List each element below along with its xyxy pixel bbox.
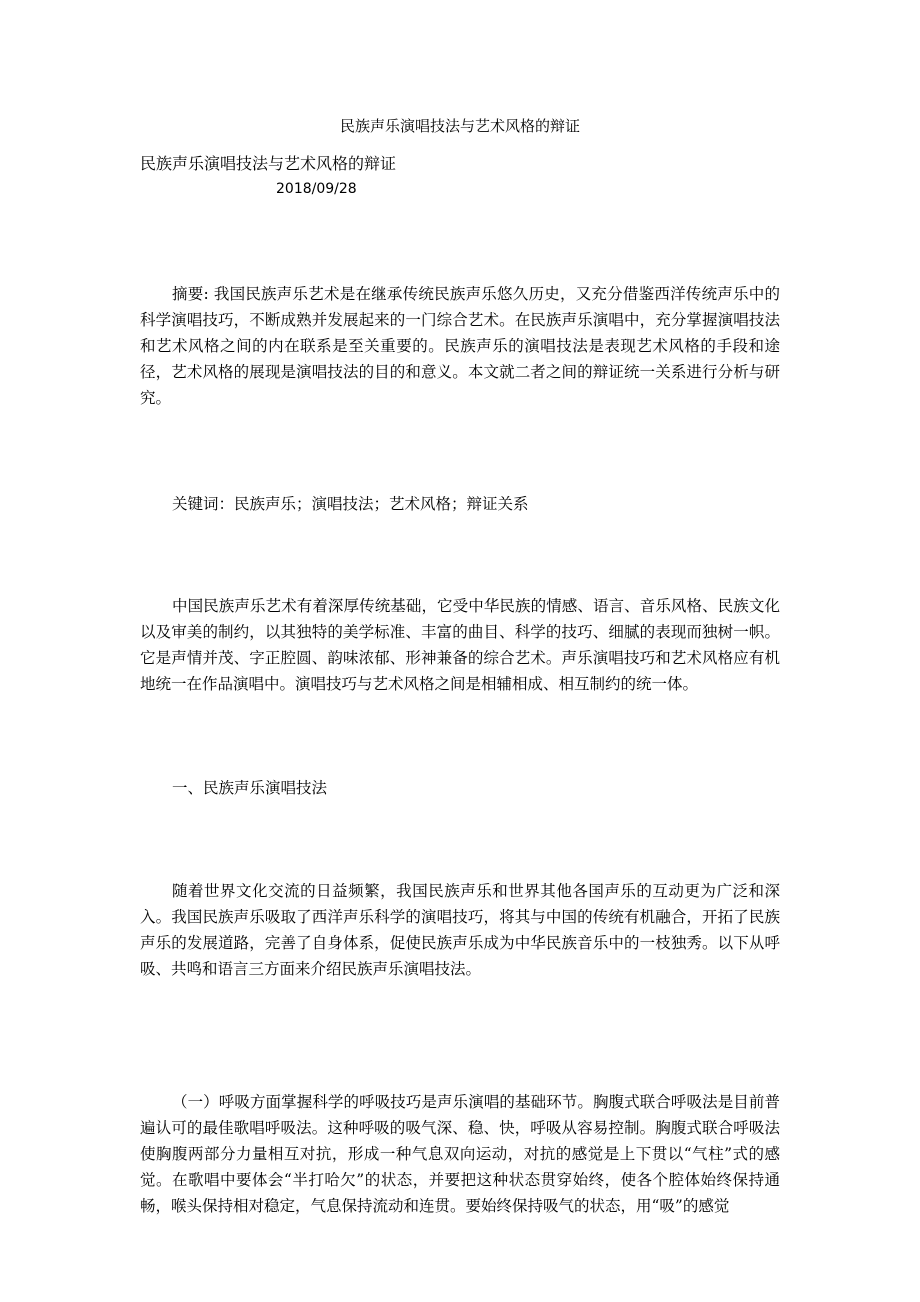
- keywords-paragraph: 关键词：民族声乐；演唱技法；艺术风格；辩证关系: [172, 495, 529, 513]
- intro-paragraph: 中国民族声乐艺术有着深厚传统基础，它受中华民族的情感、语言、音乐风格、民族文化以及审美的制约，以其独特的美学标准、丰富的曲目、科学的技巧、细腻的表现而独树一帜。它是声情并茂、字正腔圆、韵味浓郁、形神兼备的综合艺术。声乐演唱技巧和艺术风格应有机地统一在作品演唱中。演唱技巧与艺术风格之间是相辅相成、相互制约的统一体。: [140, 597, 780, 693]
- document-date: 2018/09/28: [276, 181, 357, 197]
- breathing-paragraph: （一）呼吸方面掌握科学的呼吸技巧是声乐演唱的基础环节。胸腹式联合呼吸法是目前普遍认可的最佳歌唱呼吸法。这种呼吸的吸气深、稳、快，呼吸从容易控制。胸腹式联合呼吸法使胸腹两部分力量相互对抗，形成一种气息双向运动，对抗的感觉是上下贯以“气柱”式的感觉。在歌唱中要体会“半打哈欠”的状态，并要把这种状态贯穿始终，使各个腔体始终保持通畅，喉头保持相对稳定，气息保持流动和连贯。要始终保持吸气的状态，用“吸”的感觉: [140, 1093, 780, 1215]
- page-header-title: 民族声乐演唱技法与艺术风格的辩证: [339, 117, 580, 135]
- document-title: 民族声乐演唱技法与艺术风格的辩证: [140, 154, 397, 173]
- section1-paragraph: 随着世界文化交流的日益频繁，我国民族声乐和世界其他各国声乐的互动更为广泛和深入。我国民族声乐吸取了西洋声乐科学的演唱技巧，将其与中国的传统有机融合，开拓了民族声乐的发展道路，完善了自身体系，促使民族声乐成为中华民族音乐中的一枝独秀。以下从呼吸、共鸣和语言三方面来介绍民族声乐演唱技法。: [140, 882, 780, 978]
- section-heading: 一、民族声乐演唱技法: [172, 779, 328, 797]
- abstract-paragraph: 摘要: 我国民族声乐艺术是在继承传统民族声乐悠久历史，又充分借鉴西洋传统声乐中的科学演唱技巧，不断成熟并发展起来的一门综合艺术。在民族声乐演唱中，充分掌握演唱技法和艺术风格之间的内在联系是至关重要的。民族声乐的演唱技法是表现艺术风格的手段和途径，艺术风格的展现是演唱技法的目的和意义。本文就二者之间的辩证统一关系进行分析与研究。: [140, 285, 780, 407]
